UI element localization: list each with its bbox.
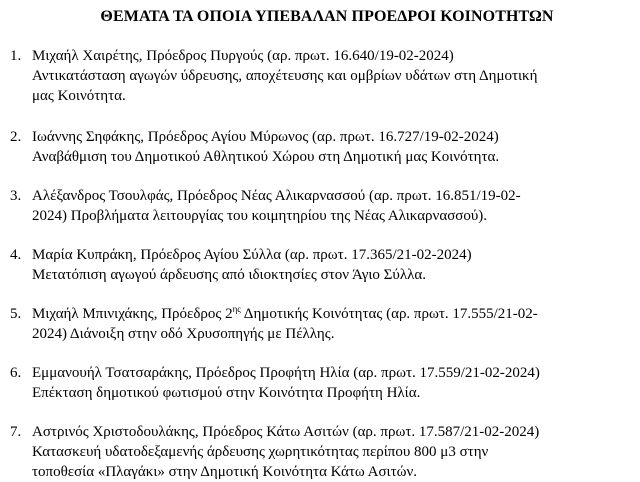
item-line-part: Μιχαήλ Μπινιχάκης, Πρόεδρος 2 (32, 306, 233, 322)
item-line (32, 304, 622, 324)
item-number: 6. (10, 365, 22, 381)
item-number: 7. (10, 424, 22, 440)
item-line: τοποθεσία «Πλαγάκι» στην Δημοτική Κοινότητα Κάτω Ασιτών. (32, 464, 418, 480)
item-line-part: Δημοτικής Κοινότητας (αρ. πρωτ. 17.555/21-02- (240, 306, 538, 322)
ordinal-superscript: ης (232, 304, 241, 314)
item-text (32, 245, 622, 285)
item-number: 4. (10, 247, 22, 263)
item-line: Μιχαήλ Χαιρέτης, Πρόεδρος Πυργούς (αρ. πρωτ. 16.640/19-02-2024) (32, 48, 454, 64)
item-number: 2. (10, 129, 22, 145)
item-line: Αναβάθμιση του Δημοτικού Αθλητικού Χώρου στη Δημοτική μας Κοινότητα. (32, 149, 500, 165)
item-text (32, 186, 622, 226)
item-line: Εμμανουήλ Τσατσαράκης, Πρόεδρος Προφήτη Ηλία (αρ. πρωτ. 17.559/21-02-2024) (32, 365, 540, 381)
item-line: Ιωάννης Σηφάκης, Πρόεδρος Αγίου Μύρωνος (αρ. πρωτ. 16.727/19-02-2024) (32, 129, 499, 145)
item-text (32, 127, 622, 167)
item-text (32, 304, 622, 344)
item-line: Μαρία Κυπράκη, Πρόεδρος Αγίου Σύλλα (αρ. πρωτ. 17.365/21-02-2024) (32, 247, 472, 263)
item-number: 3. (10, 188, 22, 204)
item-line: Αντικατάσταση αγωγών ύδρευσης, αποχέτευσης και ομβρίων υδάτων στη Δημοτική (32, 68, 538, 84)
item-text (32, 46, 622, 106)
document-title: ΘΕΜΑΤΑ ΤΑ ΟΠΟΙΑ ΥΠΕΒΑΛΑΝ ΠΡΟΕΔΡΟΙ ΚΟΙΝΟΤΗΤΩΝ (100, 8, 554, 25)
item-line: Μετατόπιση αγωγού άρδευσης από ιδιοκτησίες στον Άγιο Σύλλα. (32, 267, 426, 283)
item-text (32, 363, 622, 403)
item-line: Κατασκευή υδατοδεξαμενής άρδευσης χωρητικότητας περίπου 800 μ3 στην (32, 444, 489, 460)
item-line: 2024) Προβλήματα λειτουργίας του κοιμητηρίου της Νέας Αλικαρνασσού). (32, 208, 488, 224)
item-number: 5. (10, 306, 22, 322)
item-text (32, 422, 622, 482)
item-line: μας Κοινότητα. (32, 88, 126, 104)
item-number: 1. (10, 48, 22, 64)
item-line: 2024) Διάνοιξη στην οδό Χρυσοπηγής με Πέλλης. (32, 326, 335, 342)
item-line: Αλέξανδρος Τσουλφάς, Πρόεδρος Νέας Αλικαρνασσού (αρ. πρωτ. 16.851/19-02- (32, 188, 521, 204)
item-line: Επέκταση δημοτικού φωτισμού στην Κοινότητα Προφήτη Ηλία. (32, 385, 421, 401)
item-line: Αστρινός Χριστοδουλάκης, Πρόεδρος Κάτω Ασιτών (αρ. πρωτ. 17.587/21-02-2024) (32, 424, 540, 440)
